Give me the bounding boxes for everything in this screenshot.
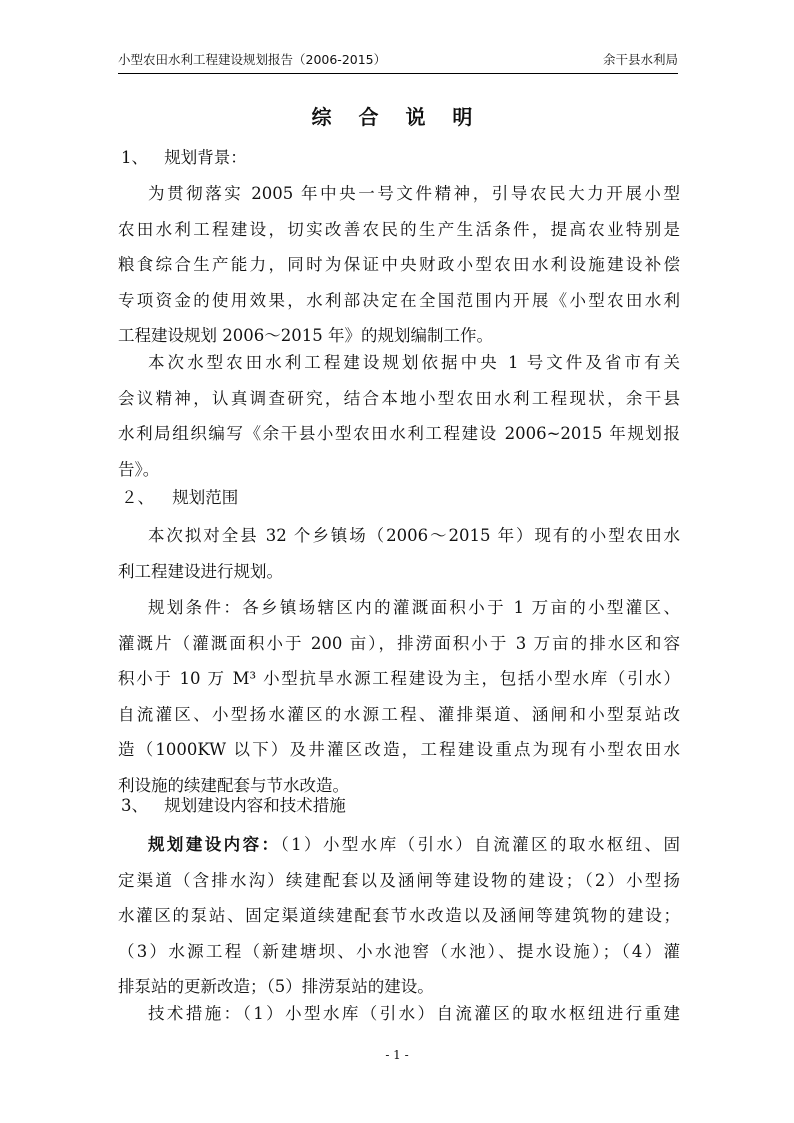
section-number: 3、 <box>121 796 148 815</box>
text-line: 粮食综合生产能力，同时为保证中央财政小型农田水利设施建设补偿 <box>118 255 680 274</box>
section-title: 规划范围 <box>172 488 239 507</box>
page-title: 综 合 说 明 <box>311 105 483 129</box>
text-line: 告》。 <box>118 459 160 479</box>
section-heading-3 <box>121 794 346 818</box>
paragraph-basis <box>118 345 680 487</box>
text-line: 排泵站的更新改造；（5）排涝泵站的建设。 <box>118 977 434 996</box>
section-number: ２、 <box>121 488 154 507</box>
text-line: 利设施的续建配套与节水改造。 <box>118 775 349 795</box>
header-organization: 余干县水利局 <box>602 52 678 67</box>
section-title: 规划建设内容和技术措施 <box>164 796 346 815</box>
text-line: 本次拟对全县 32 个乡镇场（2006～2015 年）现有的小型农田水 <box>148 526 680 545</box>
section-heading-2 <box>121 486 238 510</box>
page-number: - 1 - <box>385 1048 409 1062</box>
text-line: 技术措施：（1）小型水库（引水）自流灌区的取水枢纽进行重建 <box>148 1004 680 1023</box>
text-line: 为贯彻落实 2005 年中央一号文件精神，引导农民大力开展小型 <box>148 184 680 203</box>
text-line: 专项资金的使用效果，水利部决定在全国范围内开展《小型农田水利 <box>118 290 680 310</box>
section-heading-1 <box>121 146 247 170</box>
paragraph-technical-measures <box>118 996 680 1032</box>
text-line: 造（1000KW 以下）及井灌区改造，工程建设重点为现有小型农田水 <box>118 740 680 759</box>
text-line: 规划条件：各乡镇场辖区内的灌溉面积小于 1 万亩的小型灌区、 <box>148 598 680 617</box>
paragraph-scope <box>118 518 680 589</box>
text-line: 农田水利工程建设，切实改善农民的生产生活条件，提高农业特别是 <box>118 219 680 239</box>
text-line: （3）水源工程（新建塘坝、小水池窖（水池）、提水设施）；（4）灌 <box>118 941 680 961</box>
text-line: 自流灌区、小型扬水灌区的水源工程、灌排渠道、涵闸和小型泵站改 <box>118 704 680 724</box>
text-line <box>118 827 680 863</box>
text-fragment: （1）小型水库（引水）自流灌区的取水枢纽、固 <box>280 835 680 854</box>
text-line: 积小于 10 万 M³ 小型抗旱水源工程建设为主，包括小型水库（引水） <box>118 669 680 688</box>
text-line: 水利局组织编写《余干县小型农田水利工程建设 2006~2015 年规划报 <box>118 424 680 443</box>
paragraph-background <box>118 176 680 354</box>
text-line: 工程建设规划 2006～2015 年》的规划编制工作。 <box>118 326 493 345</box>
text-line: 利工程建设进行规划。 <box>118 561 283 581</box>
header-document-title: 小型农田水利工程建设规划报告（2006-2015） <box>118 52 387 67</box>
text-line: 会议精神，认真调查研究，结合本地小型农田水利工程现状，余干县 <box>118 388 680 408</box>
text-line: 灌溉片（灌溉面积小于 200 亩），排涝面积小于 3 万亩的排水区和容 <box>118 633 680 653</box>
text-line: 本次水型农田水利工程建设规划依据中央 1 号文件及省市有关 <box>148 353 680 372</box>
text-line: 水灌区的泵站、固定渠道续建配套节水改造以及涵闸等建筑物的建设； <box>118 906 680 925</box>
text-line: 定渠道（含排水沟）续建配套以及涵闸等建设物的建设；（2）小型扬 <box>118 870 680 890</box>
paragraph-conditions <box>118 590 680 803</box>
page-header <box>118 47 678 74</box>
paragraph-construction-content <box>118 827 680 1005</box>
section-title: 规划背景： <box>164 148 247 167</box>
bold-lead-label: 规划建设内容： <box>148 835 281 854</box>
section-number: 1、 <box>121 148 148 167</box>
